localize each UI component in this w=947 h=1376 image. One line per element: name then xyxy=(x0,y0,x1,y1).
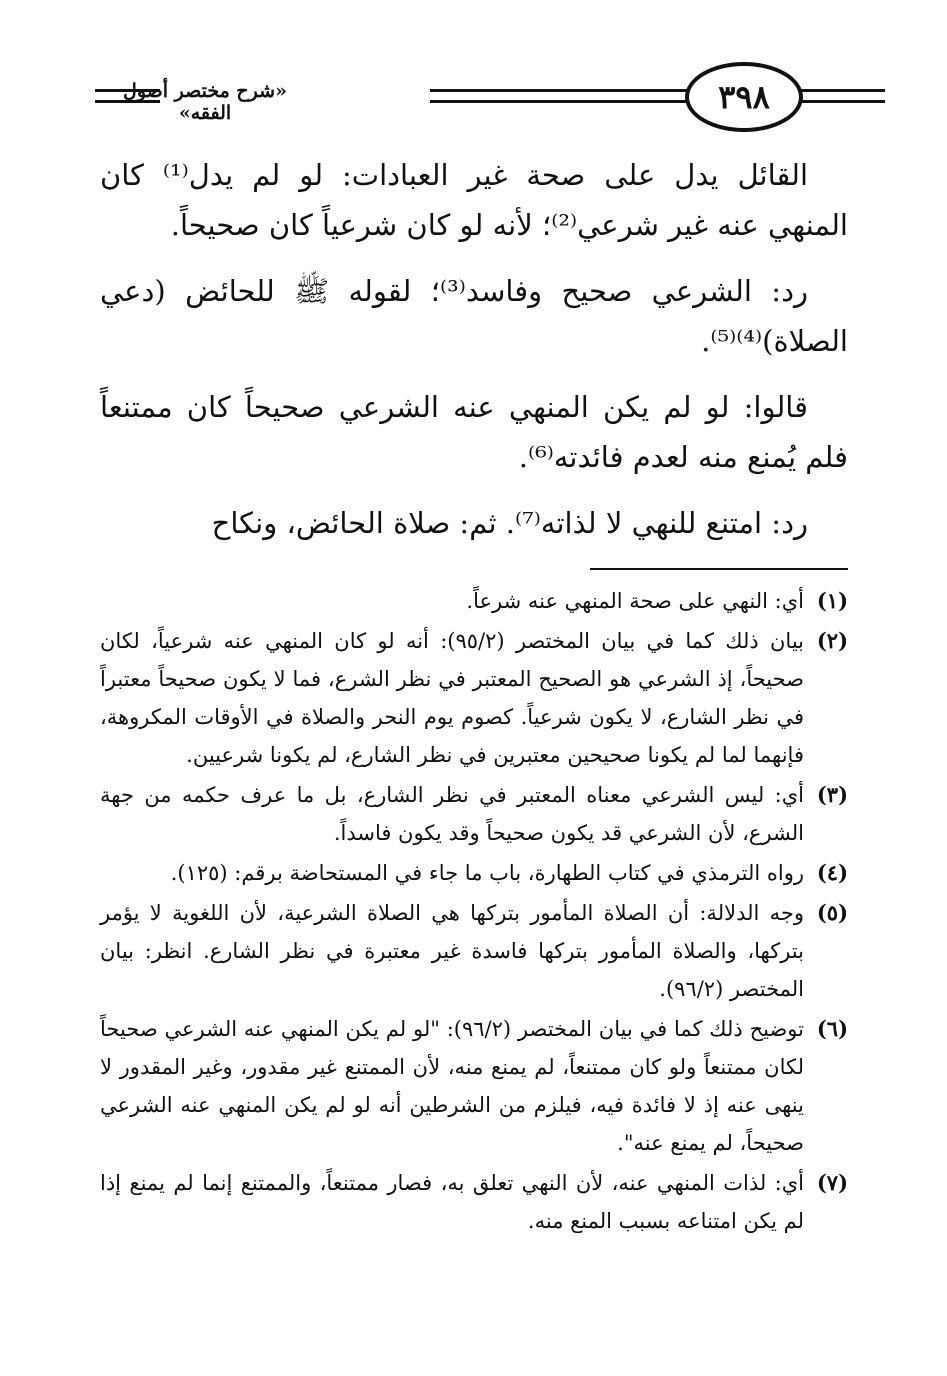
footnote-text: توضيح ذلك كما في بيان المختصر (٩٦/٢): "لو لم يكن المنهي عنه الشرعي صحيحاً لكان ممتنعاً ولو كان ممتنعاً، لم يمنع منه، لأن الممتنع غير مقدور، وغير المقدور لا ينهى عنه إذ لا فائدة فيه، فيلزم من الشرطين أنه لو لم يكن المنهي عنه الشرعي صحيحاً، لم يمنع عنه". xyxy=(100,1017,804,1155)
footnote-text: أي: لذات المنهي عنه، لأن النهي تعلق به، فصار ممتنعاً، والممتنع إنما لم يمنع إذا لم يكن امتناعه بسبب المنع منه. xyxy=(100,1171,804,1233)
footnote-text: أي: النهي على صحة المنهي عنه شرعاً. xyxy=(466,589,804,613)
main-paragraph: القائل يدل على صحة غير العبادات: لو لم يدل⁽¹⁾ كان المنهي عنه غير شرعي⁽²⁾؛ لأنه لو كان شرعياً كان صحيحاً. xyxy=(100,158,848,242)
footnote-text: أي: ليس الشرعي معناه المعتبر في نظر الشارع، بل ما عرف حكمه من جهة الشرع، لأن الشرعي قد يكون صحيحاً وقد يكون فاسداً. xyxy=(100,783,804,845)
footnote-text: رواه الترمذي في كتاب الطهارة، باب ما جاء في المستحاضة برقم: (١٢٥). xyxy=(170,861,804,885)
book-title: «شرح مختصر أصول الفقه» xyxy=(123,80,287,124)
page-header xyxy=(95,58,855,138)
footnote xyxy=(100,1010,848,1162)
footnote-number: (٣) xyxy=(816,782,848,807)
footnote-number: (١) xyxy=(816,588,848,613)
footnote-number: (٤) xyxy=(816,860,848,885)
main-paragraph: قالوا: لو لم يكن المنهي عنه الشرعي صحيحاً كان ممتنعاً فلم يُمنع منه لعدم فائدته⁽⁶⁾. xyxy=(100,390,848,474)
main-paragraph: رد: الشرعي صحيح وفاسد⁽³⁾؛ لقوله ﷺ للحائض (دعي الصلاة)⁽⁴⁾⁽⁵⁾. xyxy=(100,274,848,358)
footnote xyxy=(100,582,848,620)
header-rule-left xyxy=(430,89,885,103)
footnote-divider xyxy=(590,568,848,570)
footnote xyxy=(100,894,848,1008)
footnote xyxy=(100,1164,848,1240)
footnotes xyxy=(100,582,848,1242)
footnote-number: (٢) xyxy=(816,628,848,653)
footnote-number: (٥) xyxy=(816,900,848,925)
footnote xyxy=(100,854,848,892)
footnote-number: (٦) xyxy=(816,1016,848,1041)
main-text xyxy=(100,150,848,564)
main-paragraph: رد: امتنع للنهي لا لذاته⁽⁷⁾. ثم: صلاة الحائض، ونكاح xyxy=(211,506,808,540)
footnote xyxy=(100,776,848,852)
page-number: ٣٩٨ xyxy=(685,62,803,132)
footnote-number: (٧) xyxy=(816,1170,848,1195)
footnote-text: بيان ذلك كما في بيان المختصر (٩٥/٢): أنه لو كان المنهي عنه شرعياً، لكان صحيحاً، إذ الشرعي هو الصحيح المعتبر في نظر الشرع، فما لا يكون صحيحاً معتبراً في نظر الشارع، لا يكون شرعياً. كصوم يوم النحر والصلاة في الأوقات المكروهة، فإنهما لما لم يكونا صحيحين معتبرين في نظر الشارع، لم يكونا شرعيين. xyxy=(100,629,805,767)
footnote-text: وجه الدلالة: أن الصلاة المأمور بتركها هي الصلاة الشرعية، لأن اللغوية لا يؤمر بتركها، والصلاة المأمور بتركها فاسدة غير معتبرة في نظر الشارع. انظر: بيان المختصر (٩٦/٢). xyxy=(100,901,804,1001)
footnote xyxy=(100,622,848,774)
